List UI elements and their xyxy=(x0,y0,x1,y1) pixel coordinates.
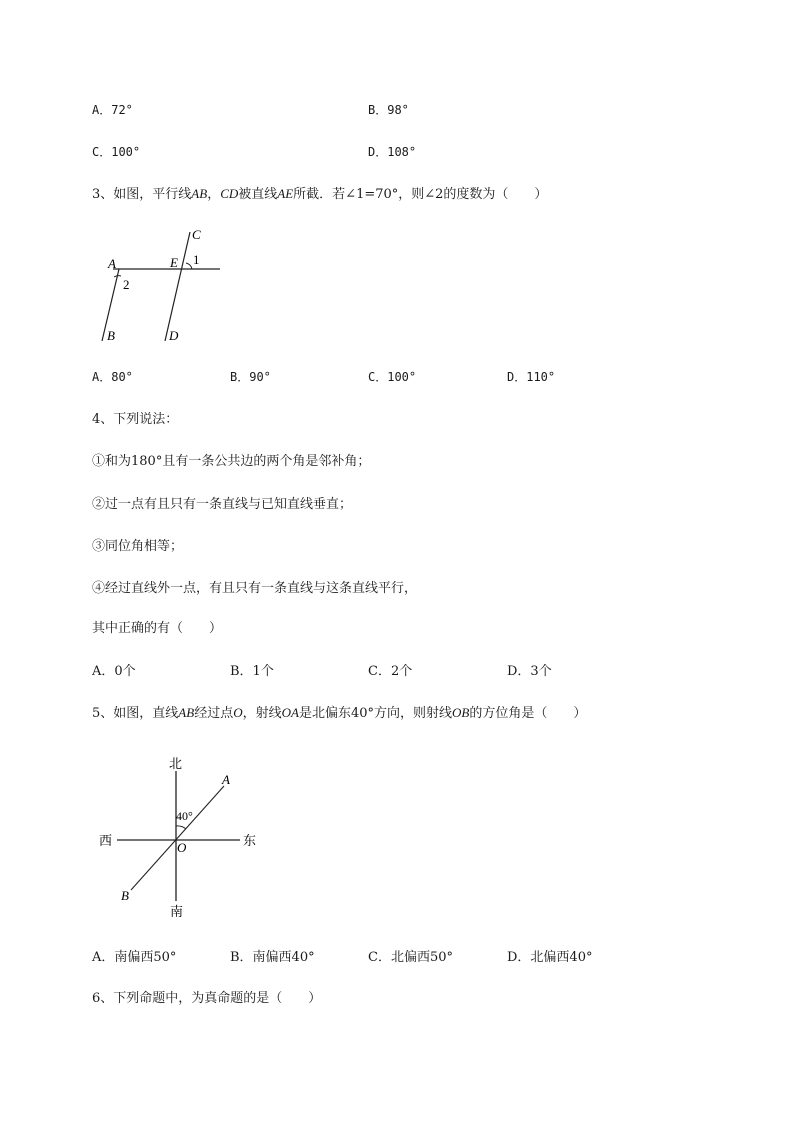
q5-option-b: B．南偏西40° xyxy=(230,950,315,965)
label-north: 北 xyxy=(169,757,183,772)
q2-option-b: B．98° xyxy=(368,103,409,117)
q2-option-a: A．72° xyxy=(92,103,133,117)
q3-option-a: A．80° xyxy=(92,370,133,384)
q4-option-d: D．3个 xyxy=(507,664,552,679)
q5-option-a: A．南偏西50° xyxy=(92,950,177,965)
q4-option-c: C．2个 xyxy=(368,664,413,679)
label-angle-40: 40° xyxy=(176,809,193,823)
label-east: 东 xyxy=(243,834,257,849)
q3-option-c: C．100° xyxy=(368,370,417,384)
q4-statement-4: ④经过直线外一点，有且只有一条直线与这条直线平行， xyxy=(92,581,418,596)
q6-stem: 6、下列命题中，为真命题的是（ ） xyxy=(92,991,322,1006)
label-south: 南 xyxy=(170,905,184,920)
q2-option-d: D．108° xyxy=(368,145,417,159)
label-o: O xyxy=(177,840,187,855)
label-angle-2: 2 xyxy=(123,277,130,292)
q3-option-d: D．110° xyxy=(507,370,556,384)
label-b: B xyxy=(121,888,129,903)
q3-option-b: B．90° xyxy=(230,370,271,384)
label-b: B xyxy=(107,328,115,343)
q5-option-c: C．北偏西50° xyxy=(368,950,453,965)
label-west: 西 xyxy=(99,834,113,849)
label-a: A xyxy=(108,256,116,271)
label-c: C xyxy=(192,227,201,242)
q4-statement-1: ①和为180°且有一条公共边的两个角是邻补角； xyxy=(92,454,371,469)
q4-stem: 4、下列说法： xyxy=(92,412,179,427)
q4-option-a: A．0个 xyxy=(92,664,136,679)
label-a: A xyxy=(222,772,230,787)
q4-option-b: B．1个 xyxy=(230,664,274,679)
q3-stem: 3、如图，平行线AB，CD被直线AE所截．若∠1=70°，则∠2的度数为（ ） xyxy=(92,186,548,202)
label-angle-1: 1 xyxy=(193,252,200,267)
q4-question: 其中正确的有（ ） xyxy=(92,621,223,636)
q4-statement-2: ②过一点有且只有一条直线与已知直线垂直； xyxy=(92,497,353,512)
q5-option-d: D．北偏西40° xyxy=(507,950,593,965)
q2-option-c: C．100° xyxy=(92,145,141,159)
q4-statement-3: ③同位角相等； xyxy=(92,539,184,554)
q5-stem: 5、如图，直线AB经过点O，射线OA是北偏东40°方向，则射线OB的方位角是（ ） xyxy=(92,705,587,721)
label-e: E xyxy=(170,255,178,270)
label-d: D xyxy=(169,328,179,343)
